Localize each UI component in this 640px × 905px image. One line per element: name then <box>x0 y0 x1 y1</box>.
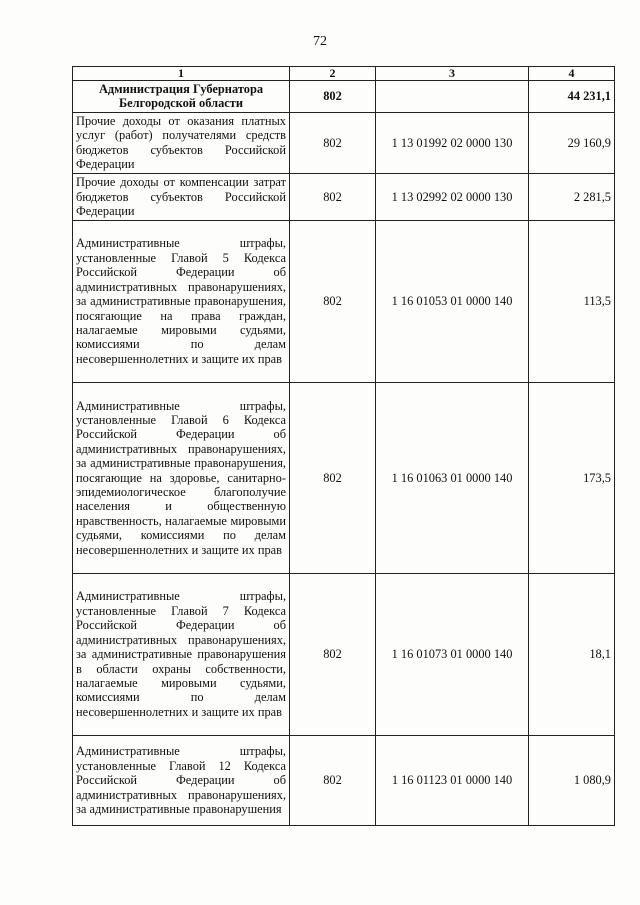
administrator-name: Администрация Губернатора Белгородской области <box>73 81 290 113</box>
column-header-1: 1 <box>73 67 290 81</box>
budget-classification-code: 1 16 01073 01 0000 140 <box>376 573 529 735</box>
column-header-2: 2 <box>290 67 376 81</box>
administrator-code-cell: 802 <box>290 220 376 382</box>
administrator-code-cell: 802 <box>290 735 376 825</box>
administrator-code-cell: 802 <box>290 173 376 220</box>
revenue-name: Административные штрафы, установленные Главой 7 Кодекса Российской Федерации об административных правонарушениях, за административные правонарушения в области охраны собственности, налагаемые мировыми судьями, комиссиями по делам несовершеннолетних и защите их прав <box>73 573 290 735</box>
amount-cell: 18,1 <box>529 573 615 735</box>
page-number: 72 <box>313 34 327 49</box>
column-header-3: 3 <box>376 67 529 81</box>
table-row <box>73 220 615 382</box>
table-row <box>73 382 615 573</box>
administrator-row <box>73 81 615 113</box>
administrator-code: 802 <box>290 81 376 113</box>
table-header <box>73 67 615 81</box>
amount-cell: 113,5 <box>529 220 615 382</box>
revenue-name: Административные штрафы, установленные Главой 5 Кодекса Российской Федерации об административных правонарушениях, за административные правонарушения, посягающие на права граждан, налагаемые мировыми судьями, комиссиями по делам несовершеннолетних и защите их прав <box>73 220 290 382</box>
budget-classification-code: 1 16 01063 01 0000 140 <box>376 382 529 573</box>
budget-classification-code: 1 16 01123 01 0000 140 <box>376 735 529 825</box>
revenue-name: Административные штрафы, установленные Главой 12 Кодекса Российской Федерации об административных правонарушениях, за административные правонарушения <box>73 735 290 825</box>
revenue-name: Административные штрафы, установленные Главой 6 Кодекса Российской Федерации об административных правонарушениях, за административные правонарушения, посягающие на здоровье, санитарно-эпидемиологическое благополучие населения и общественную нравственность, налагаемые мировыми судьями, комиссиями по делам несовершеннолетних и защите их прав <box>73 382 290 573</box>
table-row <box>73 112 615 173</box>
revenue-name: Прочие доходы от оказания платных услуг (работ) получателями средств бюджетов субъектов Российской Федерации <box>73 112 290 173</box>
revenue-table <box>72 66 615 826</box>
administrator-total: 44 231,1 <box>529 81 615 113</box>
amount-cell: 29 160,9 <box>529 112 615 173</box>
budget-classification-code: 1 16 01053 01 0000 140 <box>376 220 529 382</box>
column-header-4: 4 <box>529 67 615 81</box>
amount-cell: 173,5 <box>529 382 615 573</box>
administrator-kbk <box>376 81 529 113</box>
table-row <box>73 735 615 825</box>
administrator-code-cell: 802 <box>290 112 376 173</box>
budget-classification-code: 1 13 01992 02 0000 130 <box>376 112 529 173</box>
revenue-name: Прочие доходы от компенсации затрат бюджетов субъектов Российской Федерации <box>73 173 290 220</box>
table-row <box>73 173 615 220</box>
administrator-code-cell: 802 <box>290 573 376 735</box>
administrator-code-cell: 802 <box>290 382 376 573</box>
amount-cell: 1 080,9 <box>529 735 615 825</box>
budget-classification-code: 1 13 02992 02 0000 130 <box>376 173 529 220</box>
table-row <box>73 573 615 735</box>
amount-cell: 2 281,5 <box>529 173 615 220</box>
